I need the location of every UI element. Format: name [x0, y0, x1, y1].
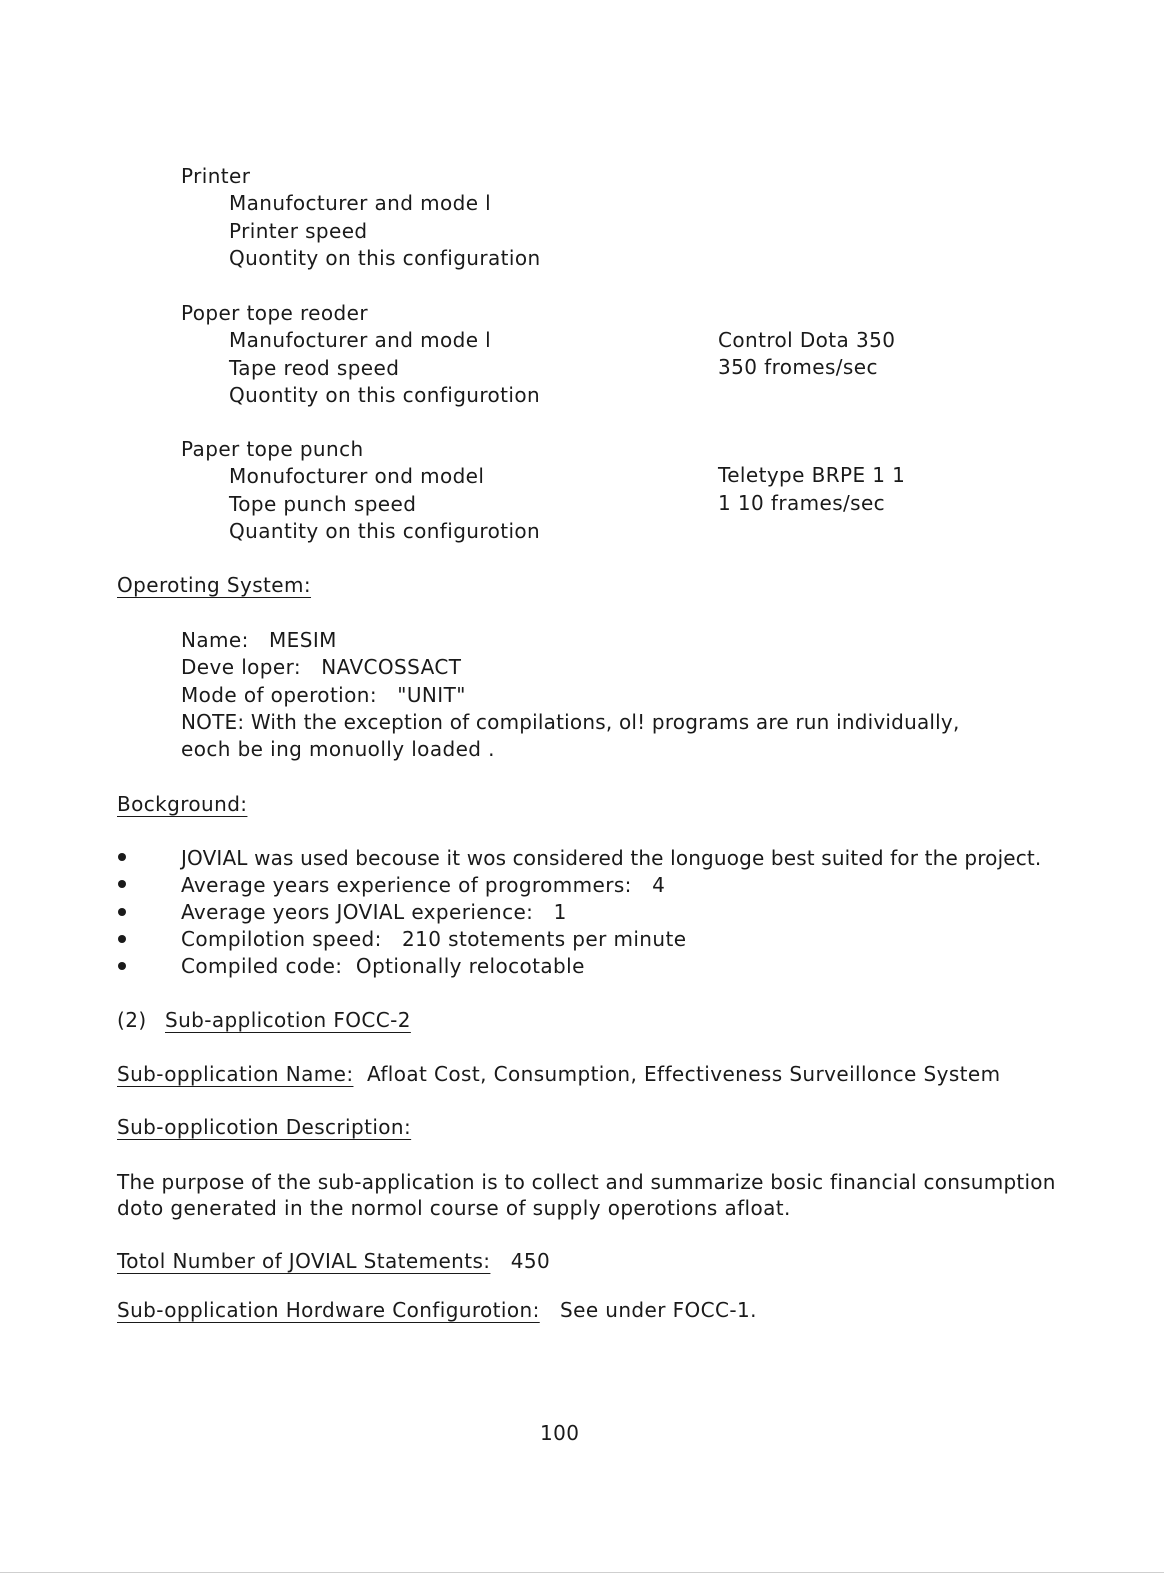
- tape-reader-speed-label: Tape reod speed: [229, 356, 400, 380]
- tape-reader-speed-value: 350 fromes/sec: [718, 355, 878, 379]
- sub-app-name-value: Afloat Cost, Consumption, Effectiveness Surveillonce System: [366, 1062, 1001, 1086]
- bottom-scan-edge: [0, 1572, 1164, 1573]
- tape-punch-manufacturer-value: Teletype BRPE 1 1: [718, 463, 906, 487]
- tape-punch-quantity-label: Quantity on this configurotion: [229, 519, 541, 543]
- os-note-line-1: NOTE: With the exception of compilations, ol! programs are run individually,: [181, 710, 960, 734]
- os-name-row: [181, 628, 337, 652]
- background-item: Compilotion speed: 210 stotements per minute: [181, 927, 687, 951]
- os-name-value: MESIM: [269, 628, 337, 652]
- background-item: JOVIAL was used becouse it wos considered the longuoge best suited for the project.: [181, 846, 1042, 870]
- sub-app-title: Sub-applicotion FOCC-2: [165, 1008, 411, 1032]
- sub-app-name-row: [117, 1062, 1001, 1086]
- tape-reader-heading: Poper tope reoder: [181, 301, 368, 325]
- sub-app-statements-value: 450: [510, 1249, 551, 1273]
- os-developer-value: NAVCOSSACT: [321, 655, 462, 679]
- bullet-icon: [118, 853, 126, 861]
- bullet-icon: [118, 935, 126, 943]
- sub-app-description-label: Sub-opplicotion Description:: [117, 1115, 412, 1139]
- background-item: Average yeors JOVIAL experience: 1: [181, 900, 567, 924]
- sub-app-statements-row: [117, 1249, 550, 1273]
- tape-punch-speed-value: 1 10 frames/sec: [718, 491, 886, 515]
- sub-app-number: (2): [117, 1008, 147, 1032]
- bullet-icon: [118, 962, 126, 970]
- operating-system-heading: Operoting System:: [117, 573, 312, 597]
- os-developer-row: [181, 655, 461, 679]
- printer-quantity-label: Quontity on this configuration: [229, 246, 541, 270]
- background-item: Compiled code: Optionally relocotable: [181, 954, 585, 978]
- sub-app-description-line-1: The purpose of the sub-application is to collect and summarize bosic financial consumption: [117, 1170, 1056, 1194]
- tape-punch-heading: Paper tope punch: [181, 437, 364, 461]
- background-item: Average years experience of progrommers: 4: [181, 873, 666, 897]
- tape-reader-manufacturer-value: Control Dota 350: [718, 328, 896, 352]
- bullet-icon: [118, 908, 126, 916]
- os-mode-label: Mode of operotion:: [181, 683, 377, 707]
- page-number: 100: [540, 1421, 580, 1445]
- os-mode-row: [181, 683, 466, 707]
- os-note-line-2: eoch be ing monuolly loaded .: [181, 737, 495, 761]
- sub-app-description-line-2: doto generated in the normol course of supply operotions afloat.: [117, 1196, 791, 1220]
- sub-app-name-label: Sub-opplication Name:: [117, 1062, 354, 1086]
- tape-reader-manufacturer-label: Manufocturer and mode l: [229, 328, 492, 352]
- sub-app-hardware-value: See under FOCC-1.: [560, 1298, 757, 1322]
- printer-manufacturer-label: Manufocturer and mode l: [229, 191, 492, 215]
- os-developer-label: Deve loper:: [181, 655, 302, 679]
- bullet-icon: [118, 880, 126, 888]
- sub-app-hardware-label: Sub-opplication Hordware Configurotion:: [117, 1298, 540, 1322]
- tape-reader-quantity-label: Quontity on this configurotion: [229, 383, 541, 407]
- sub-app-statements-label: Totol Number of JOVIAL Statements:: [117, 1249, 491, 1273]
- background-heading: Bockground:: [117, 792, 248, 816]
- os-name-label: Name:: [181, 628, 249, 652]
- printer-speed-label: Printer speed: [229, 219, 368, 243]
- printer-heading: Printer: [181, 164, 251, 188]
- os-mode-value: "UNIT": [397, 683, 466, 707]
- sub-app-hardware-row: [117, 1298, 757, 1322]
- tape-punch-manufacturer-label: Monufocturer ond model: [229, 464, 485, 488]
- tape-punch-speed-label: Tope punch speed: [229, 492, 417, 516]
